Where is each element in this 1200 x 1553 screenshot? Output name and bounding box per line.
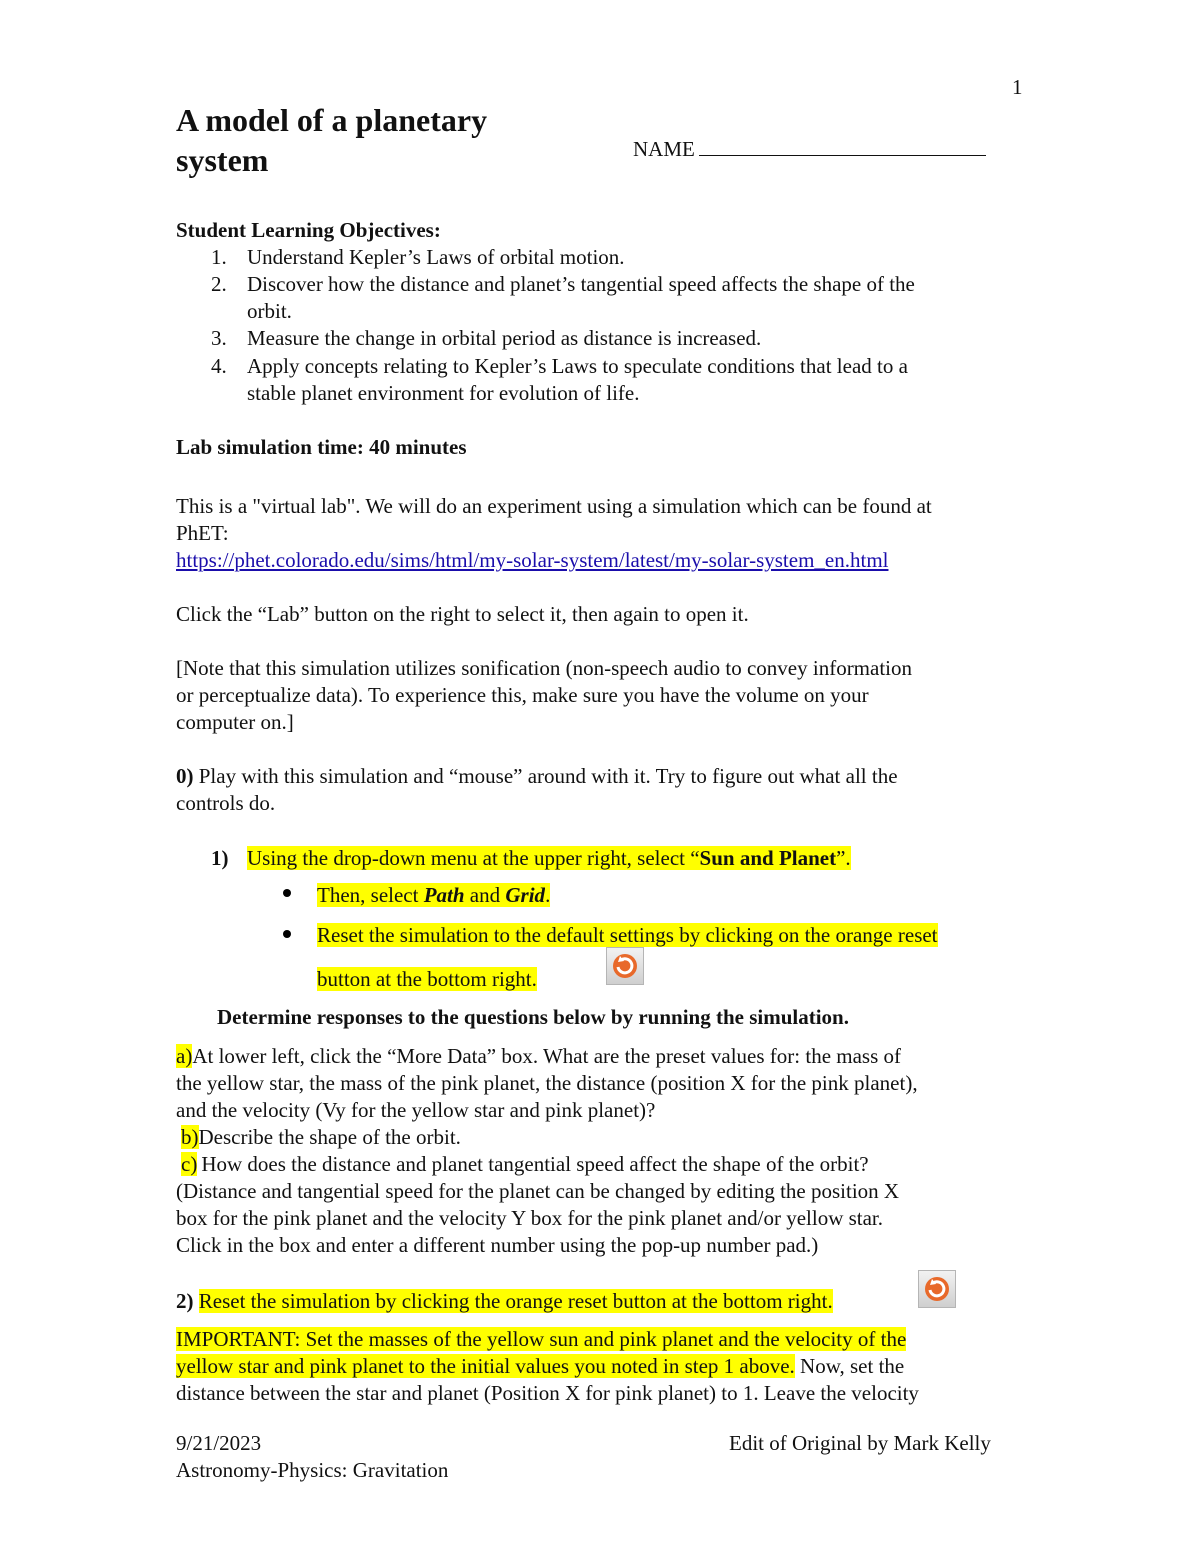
step-0 [176, 763, 898, 790]
objective-text: Understand Kepler’s Laws of orbital motion. [247, 245, 625, 269]
step-2-label: 2) [176, 1289, 194, 1313]
footer-credit: Edit of Original by Mark Kelly [729, 1431, 991, 1455]
question-b [181, 1124, 461, 1151]
step-1-bullet-2 [317, 922, 938, 949]
name-blank-line[interactable] [699, 135, 986, 156]
intro-text: This is a "virtual lab". We will do an experiment using a simulation which can be found at [176, 494, 932, 518]
objective-number: 1. [211, 245, 227, 269]
footer-date: 9/21/2023 [176, 1431, 262, 1455]
objective-text: Measure the change in orbital period as distance is increased. [247, 326, 762, 350]
reset-icon [919, 1271, 955, 1307]
important-text: distance between the star and planet (Position X for pink planet) to 1. Leave the velocity [176, 1381, 919, 1405]
page-title [176, 100, 487, 180]
objective-text: orbit. [247, 299, 292, 323]
note-text: [Note that this simulation utilizes sonification (non-speech audio to convey information [176, 656, 913, 680]
title-line-1: A model of a planetary [176, 102, 488, 138]
bullet-1-end: . [545, 883, 551, 907]
question-a [176, 1043, 901, 1070]
step-0-text: Play with this simulation and “mouse” around with it. Try to figure out what all the [193, 764, 898, 788]
question-b-label: b) [181, 1125, 199, 1149]
important-text-rest: Now, set the [794, 1354, 905, 1378]
question-a-text: At lower left, click the “More Data” box. What are the preset values for: the mass of [192, 1044, 902, 1068]
bullet-1-text: Then, select [317, 883, 424, 907]
step-0-text: controls do. [176, 791, 276, 815]
important-note [176, 1353, 904, 1380]
note-text: or perceptualize data). To experience this, make sure you have the volume on your [176, 683, 869, 707]
step-2-text: Reset the simulation by clicking the orange reset button at the bottom right. [198, 1289, 833, 1313]
step-1-text-b: ”. [836, 846, 851, 870]
bullet-icon [283, 930, 291, 938]
step-1-text [247, 845, 851, 872]
objective-text: stable planet environment for evolution of life. [247, 381, 640, 405]
step-2 [176, 1288, 833, 1315]
question-c-text: (Distance and tangential speed for the planet can be changed by editing the position X [176, 1179, 900, 1203]
question-c-text: box for the pink planet and the velocity Y box for the pink planet and/or yellow star. [176, 1206, 884, 1230]
question-a-text: and the velocity (Vy for the yellow star and pink planet)? [176, 1098, 656, 1122]
page-number: 1 [1012, 75, 1023, 99]
step-1-text-bold: Sun and Planet [699, 846, 837, 870]
reset-button-image [606, 947, 644, 985]
important-note [176, 1326, 906, 1353]
note-text: computer on.] [176, 710, 294, 734]
phet-link[interactable]: https://phet.colorado.edu/sims/html/my-solar-system/latest/my-solar-system_en.html [176, 548, 889, 572]
step-1-label: 1) [211, 846, 229, 870]
bullet-1-path: Path [423, 883, 465, 907]
step-1-bullet-1 [317, 882, 550, 909]
bullet-1-and: and [464, 883, 506, 907]
intro-text: PhET: [176, 521, 229, 545]
bullet-2-text: Reset the simulation to the default settings by clicking on the orange reset [317, 923, 938, 947]
objectives-heading: Student Learning Objectives: [176, 218, 441, 242]
question-c-label: c) [181, 1152, 198, 1176]
lab-time: Lab simulation time: 40 minutes [176, 435, 467, 459]
bullet-1-grid: Grid [505, 883, 546, 907]
objective-number: 4. [211, 354, 227, 378]
important-text: yellow star and pink planet to the initial values you noted in step 1 above. [176, 1354, 795, 1378]
objective-number: 2. [211, 272, 227, 296]
question-a-text: the yellow star, the mass of the pink planet, the distance (position X for the pink planet), [176, 1071, 918, 1095]
step-1-bullet-2-cont [317, 966, 537, 993]
click-lab-instruction: Click the “Lab” button on the right to select it, then again to open it. [176, 602, 749, 626]
question-c-text: How does the distance and planet tangential speed affect the shape of the orbit? [201, 1152, 869, 1176]
footer-course: Astronomy-Physics: Gravitation [176, 1458, 449, 1482]
bullet-icon [283, 889, 291, 897]
question-c-text: Click in the box and enter a different number using the pop-up number pad.) [176, 1233, 819, 1257]
step-1-text-a: Using the drop-down menu at the upper right, select “ [247, 846, 700, 870]
reset-button-image [918, 1270, 956, 1308]
objective-number: 3. [211, 326, 227, 350]
question-b-text: Describe the shape of the orbit. [198, 1125, 461, 1149]
determine-heading: Determine responses to the questions below by running the simulation. [217, 1005, 849, 1029]
bullet-2-text: button at the bottom right. [317, 967, 537, 991]
title-line-2: system [176, 142, 269, 178]
important-text: IMPORTANT: Set the masses of the yellow sun and pink planet and the velocity of the [176, 1327, 907, 1351]
name-label: NAME [633, 137, 695, 161]
reset-icon [607, 948, 643, 984]
question-c [181, 1151, 869, 1178]
objective-text: Discover how the distance and planet’s tangential speed affects the shape of the [247, 272, 915, 296]
name-field[interactable] [633, 135, 986, 163]
question-a-label: a) [176, 1044, 193, 1068]
step-0-label: 0) [176, 764, 194, 788]
objective-text: Apply concepts relating to Kepler’s Laws to speculate conditions that lead to a [247, 354, 908, 378]
